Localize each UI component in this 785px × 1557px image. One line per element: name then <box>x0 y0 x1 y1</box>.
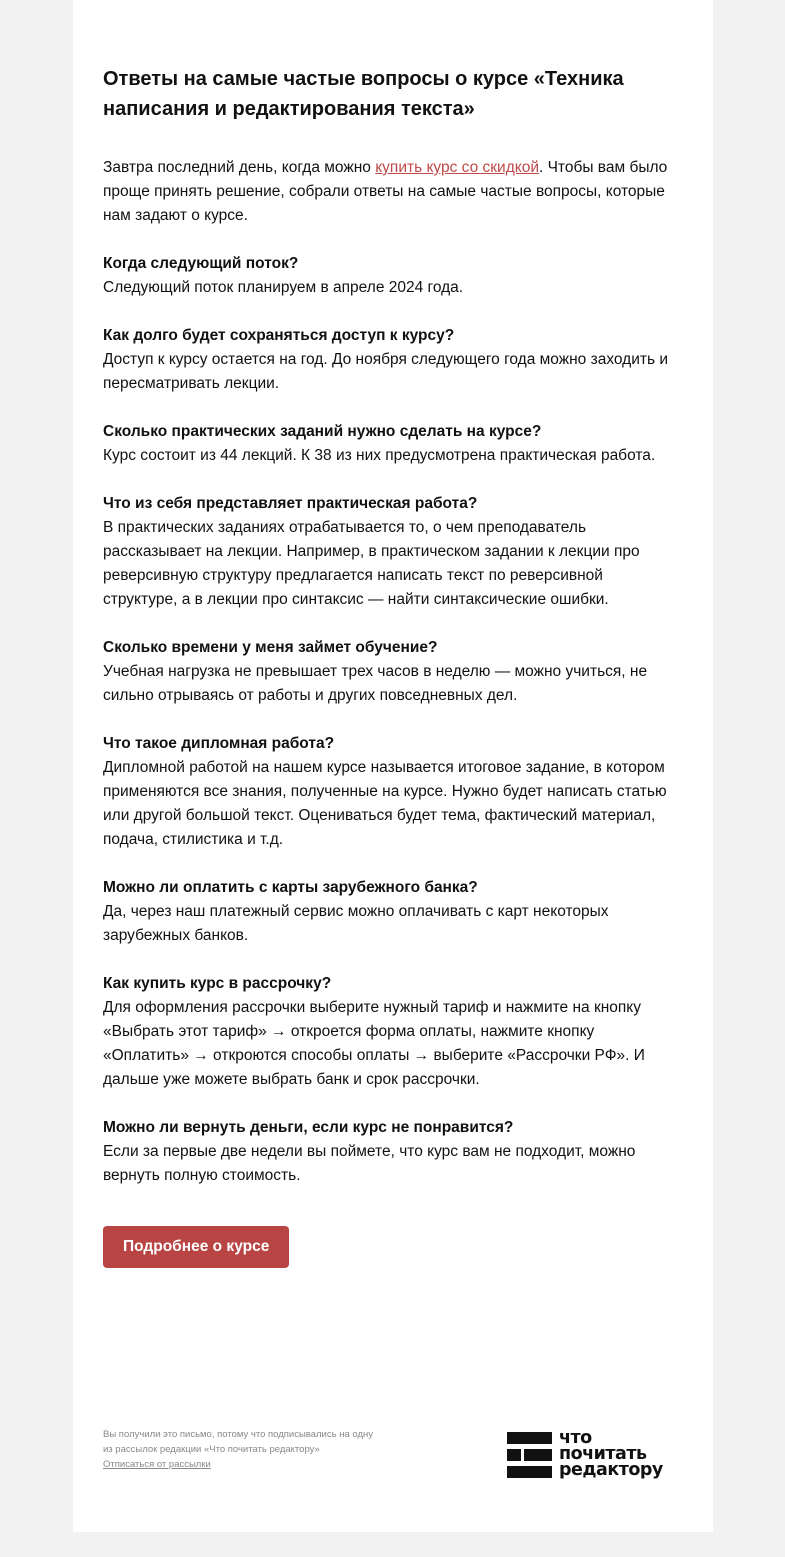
faq-item <box>103 252 673 300</box>
discount-link[interactable]: купить курс со скидкой <box>375 159 539 176</box>
subscription-notice: Вы получили это письмо, потому что подписывались на одну из рассылок редакции «Что почитать редактору» <box>103 1429 373 1455</box>
faq-item <box>103 492 673 612</box>
unsubscribe-link[interactable]: Отписаться от рассылки <box>103 1459 211 1470</box>
intro-paragraph <box>103 156 673 228</box>
email-content <box>103 64 673 1268</box>
faq-question: Как долго будет сохраняться доступ к курсу? <box>103 327 455 344</box>
brand-logo <box>507 1428 687 1482</box>
logo-wordmark <box>559 1430 663 1478</box>
faq-item <box>103 1116 673 1188</box>
faq-question: Можно ли оплатить с карты зарубежного банка? <box>103 879 478 896</box>
logo-line: редактору <box>559 1460 663 1480</box>
faq-question: Можно ли вернуть деньги, если курс не понравится? <box>103 1119 514 1136</box>
faq-answer: Да, через наш платежный сервис можно оплачивать с карт некоторых зарубежных банков. <box>103 903 609 944</box>
logo-line: что <box>559 1428 592 1448</box>
faq-question: Сколько практических заданий нужно сделать на курсе? <box>103 423 542 440</box>
faq-answer: Курс состоит из 44 лекций. К 38 из них предусмотрена практическая работа. <box>103 447 656 464</box>
faq-answer: Следующий поток планируем в апреле 2024 года. <box>103 279 464 296</box>
faq-item <box>103 420 673 468</box>
faq-item <box>103 972 673 1092</box>
faq-question: Как купить курс в рассрочку? <box>103 975 332 992</box>
faq-answer: Дипломной работой на нашем курсе называется итоговое задание, в котором применяются все знания, полученные на курсе. Нужно будет написать статью или другой большой текст. Оцениваться будет тема, фактический материал, подача, стилистика и т.д. <box>103 759 667 848</box>
faq-answer: Для оформления рассрочки выберите нужный тариф и нажмите на кнопку «Выбрать этот тариф» → откроется форма оплаты, нажмите кнопку «Оплатить» → откроются способы оплаты → выберите «Рассрочки РФ». И дальше уже можете выбрать банк и срок рассрочки. <box>103 999 645 1088</box>
intro-text-end: . Чтобы вам было проще принять решение, собрали ответы на самые частые вопросы, которые нам задают о курсе. <box>103 159 668 224</box>
faq-question: Сколько времени у меня займет обучение? <box>103 639 438 656</box>
logo-line: почитать <box>559 1444 647 1464</box>
faq-item <box>103 876 673 948</box>
course-details-button[interactable]: Подробнее о курсе <box>103 1226 289 1268</box>
faq-item <box>103 324 673 396</box>
faq-answer: В практических заданиях отрабатывается то, о чем преподаватель рассказывает на лекции. Например, в практическом задании к лекции про реверсивную структуру предлагается написать текст по реверсивной структуре, а в лекции про синтаксис — найти синтаксические ошибки. <box>103 519 640 608</box>
faq-question: Что такое дипломная работа? <box>103 735 335 752</box>
faq-answer: Учебная нагрузка не превышает трех часов в неделю — можно учиться, не сильно отрываясь от работы и других повседневных дел. <box>103 663 648 704</box>
intro-text-start: Завтра последний день, когда можно <box>103 159 376 176</box>
logo-bars-icon <box>507 1432 552 1478</box>
faq-question: Что из себя представляет практическая работа? <box>103 495 478 512</box>
faq-item <box>103 732 673 852</box>
faq-answer: Если за первые две недели вы поймете, что курс вам не подходит, можно вернуть полную стоимость. <box>103 1143 636 1184</box>
email-card <box>73 0 713 1532</box>
faq-item <box>103 636 673 708</box>
faq-question: Когда следующий поток? <box>103 255 299 272</box>
faq-answer: Доступ к курсу остается на год. До ноября следующего года можно заходить и пересматривать лекции. <box>103 351 669 392</box>
page-title: Ответы на самые частые вопросы о курсе «Техника написания и редактирования текста» <box>103 68 624 120</box>
footer-notice <box>103 1427 383 1472</box>
